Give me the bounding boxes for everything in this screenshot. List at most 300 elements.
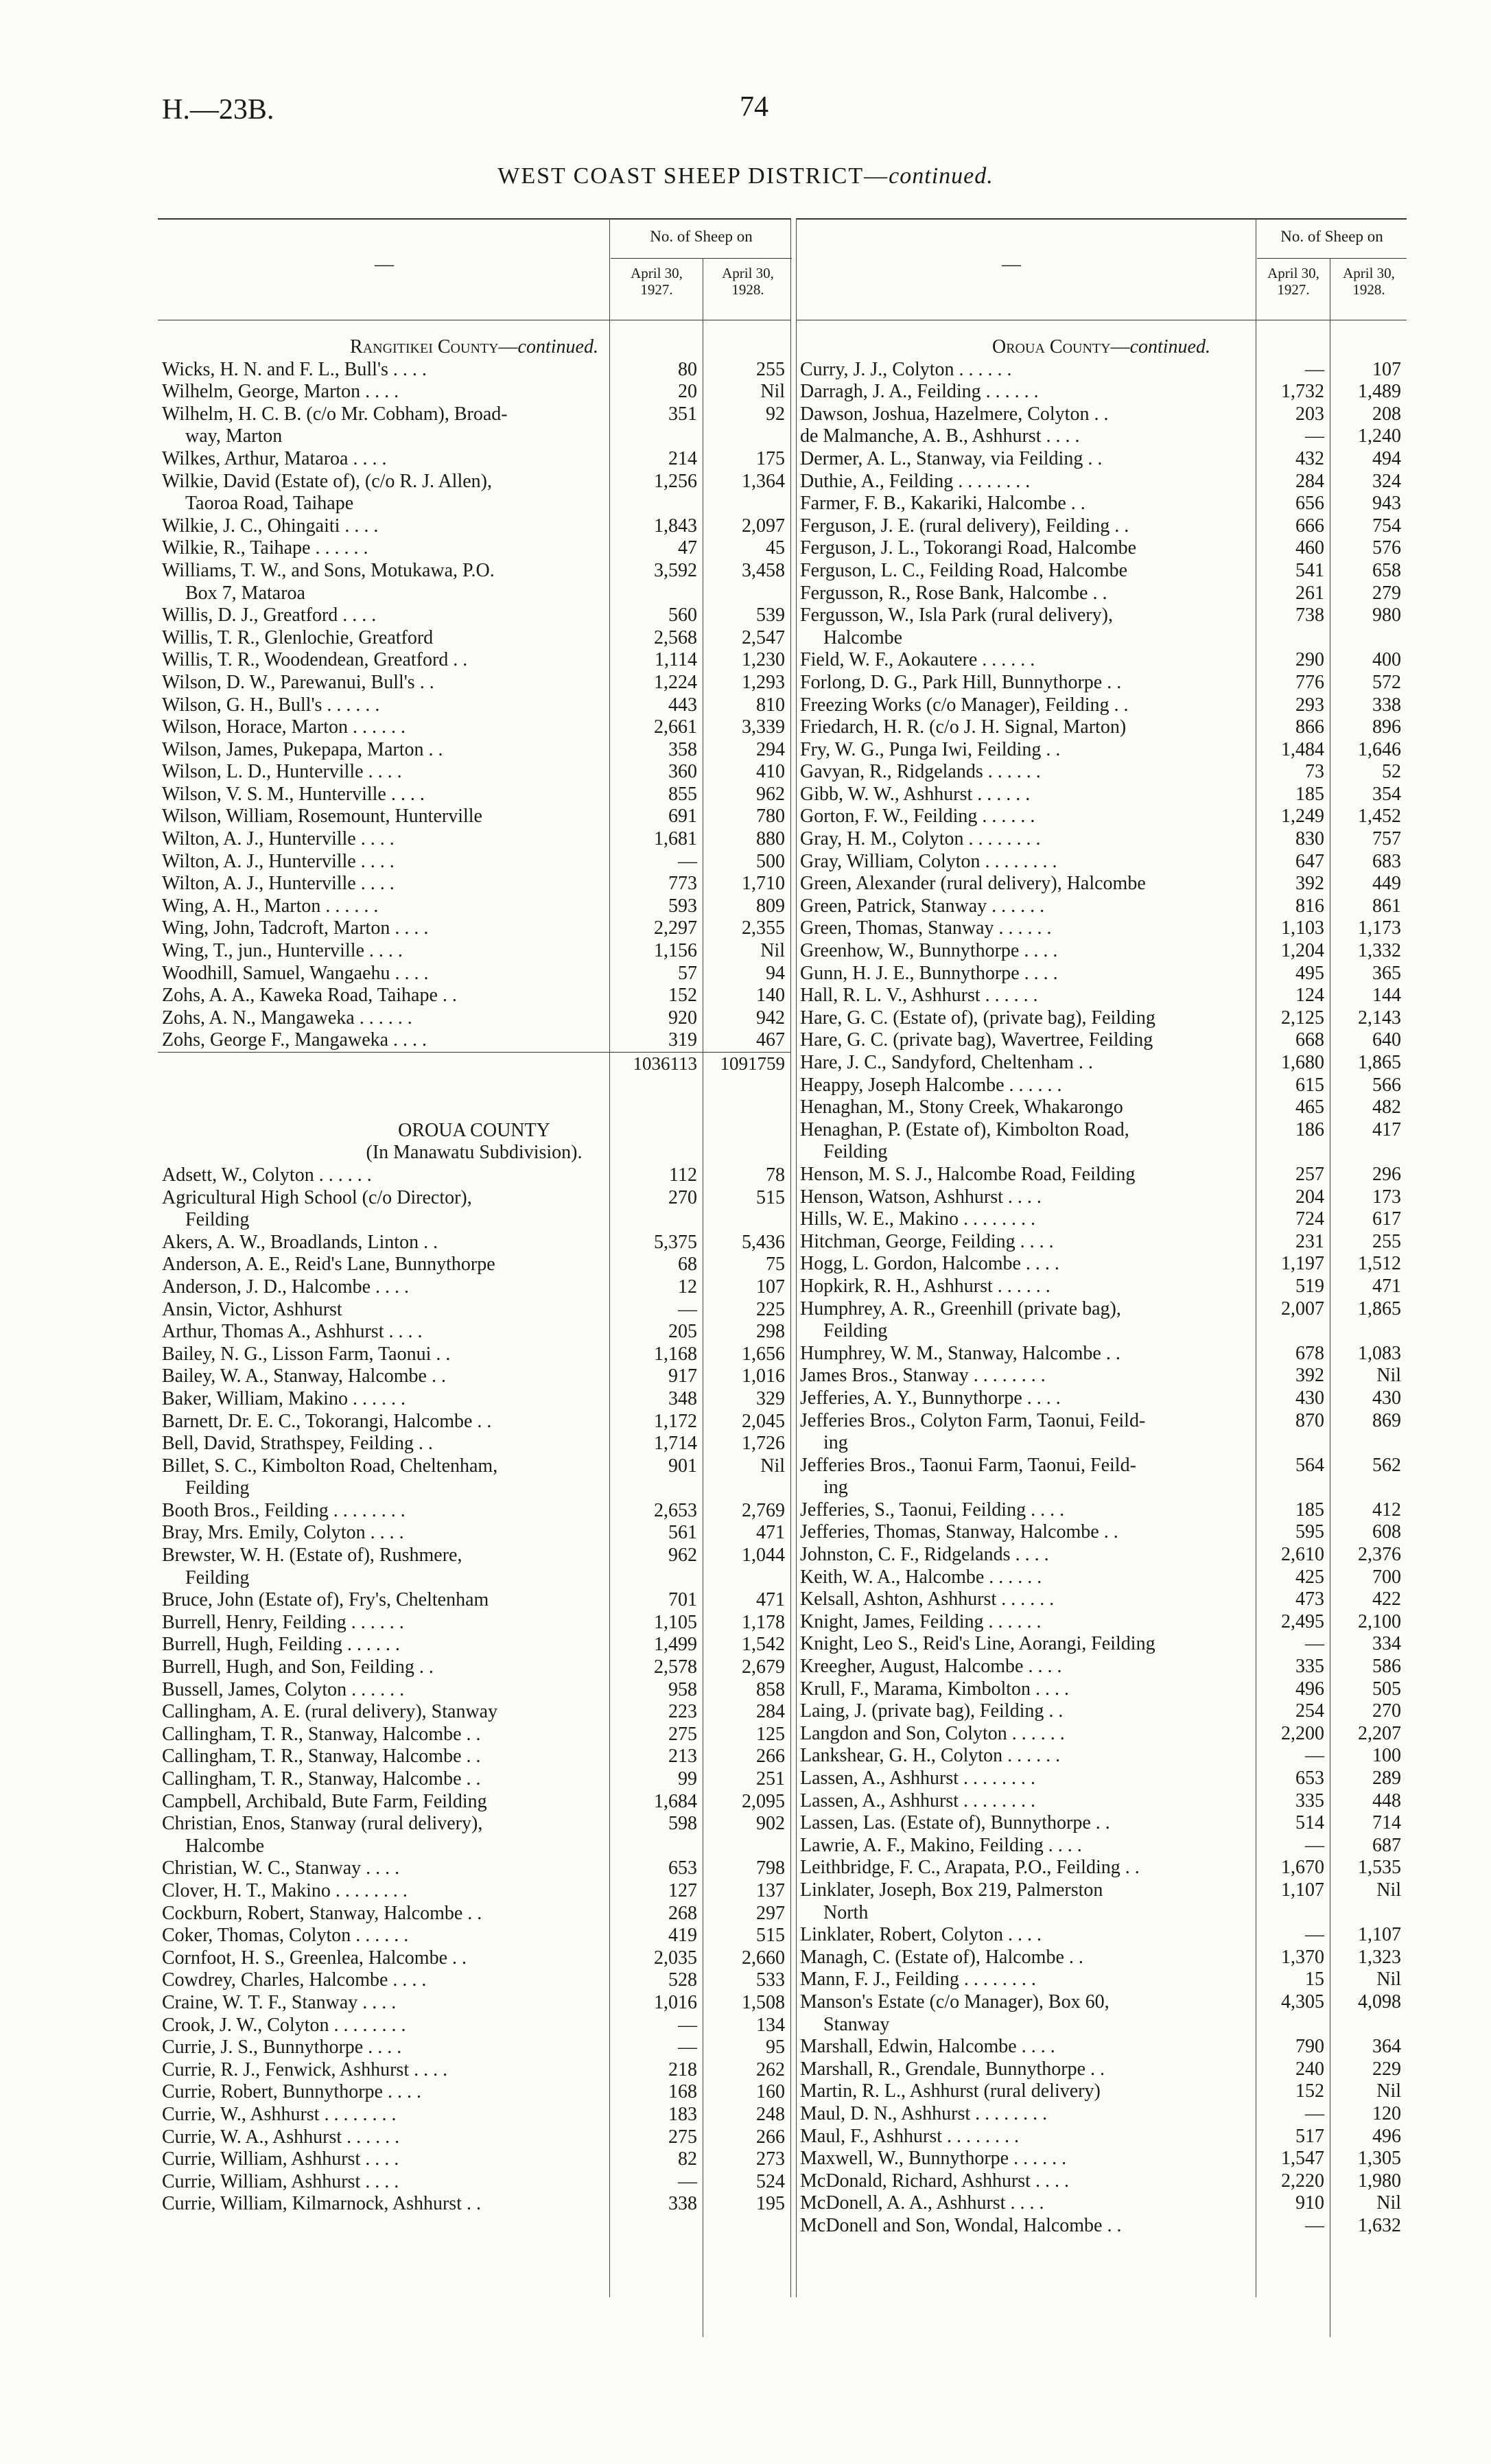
col-1927-line1: April 30, <box>631 265 683 281</box>
table-row <box>158 493 790 515</box>
holder-name: Bussell, James, Colyton . . . . . . <box>162 1678 405 1700</box>
sheep-1927: 430 <box>1295 1387 1324 1409</box>
sheep-1928: 1,726 <box>742 1433 785 1455</box>
table-row <box>158 1411 790 1433</box>
sheep-1928: 1,535 <box>1358 1857 1401 1879</box>
holder-name: Jefferies Bros., Colyton Farm, Taonui, Feild- <box>800 1409 1146 1431</box>
sheep-1928: 430 <box>1372 1387 1401 1409</box>
holder-name: Box 7, Mataroa <box>185 582 305 604</box>
holder-name: Henson, Watson, Ashhurst . . . . <box>800 1186 1042 1208</box>
sheep-1928: Nil <box>1376 2192 1401 2214</box>
sheep-1928: 496 <box>1372 2125 1401 2147</box>
sheep-1928: 757 <box>1372 828 1401 850</box>
sheep-1927: 917 <box>668 1365 697 1387</box>
table-row <box>796 1835 1407 1857</box>
table-row <box>158 2059 790 2082</box>
no-of-sheep-header: No. of Sheep on <box>1280 228 1383 245</box>
sheep-1928: 92 <box>766 403 785 425</box>
sheep-1927: 203 <box>1295 403 1324 425</box>
table-row <box>158 1791 790 1814</box>
sheep-1927: 738 <box>1295 605 1324 626</box>
sheep-1927: 186 <box>1295 1118 1324 1140</box>
sheep-1928: 1,323 <box>1358 1946 1401 1968</box>
sheep-1927: 1,168 <box>654 1343 697 1365</box>
holder-name: Bailey, N. G., Lisson Farm, Taonui . . <box>162 1343 451 1365</box>
holder-name: Stanway <box>823 2013 890 2035</box>
holder-name: Feilding <box>823 1320 888 1342</box>
report-id: H.—23B. <box>162 94 274 126</box>
sheep-1927: 2,007 <box>1281 1298 1324 1319</box>
page-title <box>0 163 1491 189</box>
sheep-1927: 15 <box>1305 1969 1324 1991</box>
holder-name: Ansin, Victor, Ashhurst <box>162 1298 342 1320</box>
holder-name: ing <box>823 1432 848 1454</box>
sheep-1928: 896 <box>1372 716 1401 738</box>
table-row <box>796 1947 1407 1969</box>
title-suffix: continued. <box>889 163 994 189</box>
table-row <box>796 739 1407 762</box>
sheep-1928: 572 <box>1372 671 1401 693</box>
holder-name: Clover, H. T., Makino . . . . . . . . <box>162 1879 408 1901</box>
sheep-1928: 410 <box>756 761 785 783</box>
holder-name: Gavyan, R., Ridgelands . . . . . . <box>800 761 1041 783</box>
holder-name: Williams, T. W., and Sons, Motukawa, P.O. <box>162 559 495 581</box>
sheep-1928: 173 <box>1372 1186 1401 1208</box>
sheep-1928: 289 <box>1372 1768 1401 1789</box>
sheep-1928: 338 <box>1372 694 1401 716</box>
table-row <box>158 359 790 382</box>
sheep-1928: 422 <box>1372 1588 1401 1610</box>
holder-name: Wilson, D. W., Parewanui, Bull's . . <box>162 671 434 693</box>
table-row <box>158 1880 790 1903</box>
rule <box>158 218 790 220</box>
sheep-1927: 213 <box>668 1746 697 1768</box>
holder-name: Hogg, L. Gordon, Halcombe . . . . <box>800 1253 1059 1275</box>
table-row <box>158 425 790 448</box>
holder-name: Friedarch, H. R. (c/o J. H. Signal, Marton) <box>800 716 1127 738</box>
holder-name: Linklater, Joseph, Box 219, Palmerston <box>800 1879 1103 1901</box>
holder-name: Arthur, Thomas A., Ashhurst . . . . <box>162 1321 423 1343</box>
holder-name: Hare, G. C. (private bag), Wavertree, Feilding <box>800 1029 1153 1051</box>
col-1928-line1: April 30, <box>722 265 774 281</box>
sheep-1928: 962 <box>756 783 785 805</box>
sheep-1927: 962 <box>668 1545 697 1567</box>
sheep-1927: 561 <box>668 1522 697 1544</box>
sheep-1928: 2,097 <box>742 515 785 537</box>
sheep-1927: 2,125 <box>1281 1007 1324 1029</box>
holder-name: Brewster, W. H. (Estate of), Rushmere, <box>162 1545 462 1567</box>
holder-name: Halcombe <box>185 1835 265 1857</box>
sheep-1927: 901 <box>668 1455 697 1477</box>
sheep-1927: 432 <box>1295 447 1324 469</box>
table-row <box>158 828 790 851</box>
table-row <box>796 1567 1407 1589</box>
sheep-1927: 351 <box>668 403 697 425</box>
sheep-1928: 75 <box>766 1254 785 1276</box>
sheep-1928: Nil <box>1376 1969 1401 1991</box>
table-row <box>158 448 790 471</box>
sheep-1928: 125 <box>756 1723 785 1745</box>
sheep-1927: 653 <box>1295 1768 1324 1789</box>
sheep-1928: 334 <box>1372 1633 1401 1655</box>
sheep-1928: 255 <box>756 358 785 380</box>
table-row <box>796 1991 1407 2014</box>
holder-name: Halcombe <box>823 626 903 648</box>
col-1927-header <box>611 265 703 298</box>
table-row <box>796 1432 1407 1455</box>
col-1928-header <box>1331 265 1407 298</box>
sheep-1928: 3,339 <box>742 716 785 738</box>
table-row <box>158 672 790 694</box>
sheep-1927: 473 <box>1295 1588 1324 1610</box>
sheep-1927: — <box>1305 1745 1324 1767</box>
sheep-1927: 68 <box>678 1254 697 1276</box>
table-row <box>158 2148 790 2171</box>
holder-name: Krull, F., Marama, Kimbolton . . . . <box>800 1678 1070 1700</box>
holder-name: Wilkie, R., Taihape . . . . . . <box>162 537 368 559</box>
holder-name: (In Manawatu Subdivision). <box>366 1142 583 1164</box>
holder-name: North <box>823 1901 869 1923</box>
sheep-1928: 942 <box>756 1007 785 1029</box>
table-row <box>796 1790 1407 1813</box>
table-row <box>158 1500 790 1523</box>
table-row <box>158 1455 790 1478</box>
sheep-1927: 218 <box>668 2058 697 2080</box>
table-row <box>796 1208 1407 1231</box>
sheep-1927: 1,256 <box>654 470 697 492</box>
table-row <box>796 1723 1407 1746</box>
table-row <box>158 649 790 672</box>
sheep-1927: 920 <box>668 1007 697 1029</box>
holder-name: way, Marton <box>185 425 283 447</box>
sheep-1928: 1,632 <box>1358 2214 1401 2236</box>
sheep-1928: 225 <box>756 1298 785 1320</box>
table-row <box>796 1298 1407 1321</box>
table-row <box>796 1365 1407 1387</box>
table-row <box>158 1477 790 1500</box>
holder-name: Billet, S. C., Kimbolton Road, Cheltenham, <box>162 1455 498 1477</box>
sheep-1928: 2,100 <box>1358 1610 1401 1632</box>
sheep-1927: 496 <box>1295 1678 1324 1700</box>
holder-name: Wilson, Horace, Marton . . . . . . <box>162 716 406 738</box>
holder-name: McDonell, A. A., Ashhurst . . . . <box>800 2192 1044 2214</box>
sheep-1928: Nil <box>1376 1879 1401 1901</box>
holder-name: Green, Thomas, Stanway . . . . . . <box>800 917 1052 939</box>
table-row <box>796 1656 1407 1678</box>
table-row <box>796 359 1407 382</box>
holder-name: Darragh, J. A., Feilding . . . . . . <box>800 381 1039 403</box>
holder-name: Burrell, Hugh, and Son, Feilding . . <box>162 1656 434 1678</box>
holder-name: Heappy, Joseph Halcombe . . . . . . <box>800 1074 1062 1096</box>
sheep-1927: 2,661 <box>654 716 697 738</box>
holder-name: Wilson, James, Pukepapa, Marton . . <box>162 738 443 760</box>
holder-name: Campbell, Archibald, Bute Farm, Feilding <box>162 1790 487 1812</box>
sheep-1927: 2,653 <box>654 1499 697 1521</box>
sheep-1928: 1,865 <box>1358 1052 1401 1073</box>
sheep-1928: 175 <box>756 447 785 469</box>
holder-name: Johnston, C. F., Ridgelands . . . . <box>800 1544 1049 1566</box>
table-row <box>796 1588 1407 1611</box>
holder-name: Zohs, A. N., Mangaweka . . . . . . <box>162 1007 412 1029</box>
holder-name: Knight, Leo S., Reid's Line, Aorangi, Feilding <box>800 1633 1155 1655</box>
table-row <box>158 1545 790 1567</box>
table-row <box>796 2126 1407 2148</box>
sheep-1928: 1,083 <box>1358 1342 1401 1364</box>
table-row <box>796 1857 1407 1879</box>
table-row <box>796 1633 1407 1656</box>
holder-name: Lassen, A., Ashhurst . . . . . . . . <box>800 1768 1035 1789</box>
sheep-1928: 1091759 <box>720 1053 785 1074</box>
sheep-1927: 443 <box>668 694 697 716</box>
table-row <box>158 985 790 1007</box>
sheep-1928: 1,230 <box>742 649 785 671</box>
sheep-1927: 1,204 <box>1281 940 1324 962</box>
table-row <box>158 1344 790 1366</box>
sheep-1927: 2,578 <box>654 1656 697 1678</box>
table-row <box>158 627 790 650</box>
sheep-1928: 2,679 <box>742 1656 785 1678</box>
table-row <box>158 1097 790 1120</box>
sheep-1928: 297 <box>756 1902 785 1924</box>
sheep-1928: 1,305 <box>1358 2148 1401 2170</box>
sheep-1928: 417 <box>1372 1118 1401 1140</box>
sheep-1927: 240 <box>1295 2058 1324 2080</box>
table-row <box>796 1745 1407 1768</box>
sheep-1927: 870 <box>1295 1409 1324 1431</box>
sheep-1927: 204 <box>1295 1186 1324 1208</box>
sheep-1927: 335 <box>1295 1656 1324 1678</box>
holder-name: Mann, F. J., Feilding . . . . . . . . <box>800 1969 1036 1991</box>
sheep-1927: 12 <box>678 1276 697 1298</box>
holder-name: Willis, T. R., Woodendean, Greatford . . <box>162 649 468 671</box>
sheep-1928: 229 <box>1372 2058 1401 2080</box>
holder-name: Wilton, A. J., Hunterville . . . . <box>162 850 395 872</box>
holder-name: Maxwell, W., Bunnythorpe . . . . . . <box>800 2148 1067 2170</box>
sheep-1927: 2,035 <box>654 1947 697 1969</box>
holder-name: Coker, Thomas, Colyton . . . . . . <box>162 1925 409 1947</box>
sheep-1927: 99 <box>678 1768 697 1790</box>
holder-name: Feilding <box>823 1141 888 1163</box>
holder-name: Greenhow, W., Bunnythorpe . . . . <box>800 940 1058 962</box>
holder-name: Wilson, G. H., Bull's . . . . . . <box>162 694 380 716</box>
sheep-1928: 140 <box>756 985 785 1007</box>
table-row <box>796 1096 1407 1119</box>
col-1927-line2: 1927. <box>1277 281 1310 298</box>
sheep-1928: 566 <box>1372 1074 1401 1096</box>
sheep-1928: 107 <box>1372 358 1401 380</box>
sheep-1927: 1,224 <box>654 671 697 693</box>
sheep-1928: 284 <box>756 1701 785 1723</box>
holder-name: Maul, D. N., Ashhurst . . . . . . . . <box>800 2102 1048 2124</box>
sheep-1928: 562 <box>1372 1454 1401 1476</box>
table-row <box>158 1813 790 1835</box>
holder-name: Green, Alexander (rural delivery), Halcombe <box>800 873 1146 895</box>
sheep-1928: 700 <box>1372 1566 1401 1588</box>
sheep-1927: 168 <box>668 2081 697 2103</box>
table-row <box>796 1119 1407 1142</box>
sheep-1927: 3,592 <box>654 559 697 581</box>
sheep-1927: 1,370 <box>1281 1946 1324 1968</box>
sheep-1928: 586 <box>1372 1656 1401 1678</box>
table-row <box>796 1141 1407 1164</box>
sheep-1927: 830 <box>1295 828 1324 850</box>
table-row <box>796 1678 1407 1701</box>
table-row <box>796 425 1407 448</box>
table-row <box>158 515 790 538</box>
table-row <box>796 1186 1407 1209</box>
holder-name: Currie, J. S., Bunnythorpe . . . . <box>162 2037 402 2058</box>
holder-name: Christian, W. C., Stanway . . . . <box>162 1857 400 1879</box>
holder-name: Currie, William, Ashhurst . . . . <box>162 2170 399 2192</box>
table-row <box>158 1254 790 1276</box>
holder-name: Kreegher, August, Halcombe . . . . <box>800 1656 1062 1678</box>
holder-name: Wing, T., jun., Hunterville . . . . <box>162 940 403 962</box>
holder-name: Barnett, Dr. E. C., Tokorangi, Halcombe . . <box>162 1410 492 1432</box>
holder-name: Jefferies, A. Y., Bunnythorpe . . . . <box>800 1387 1061 1409</box>
table-row <box>158 761 790 784</box>
sheep-1927: — <box>1305 2102 1324 2124</box>
sheep-1927: 80 <box>678 358 697 380</box>
sheep-1928: 687 <box>1372 1834 1401 1856</box>
holder-name: Hare, G. C. (Estate of), (private bag), Feilding <box>800 1007 1155 1029</box>
sheep-1928: 160 <box>756 2081 785 2103</box>
sheep-1928: 471 <box>1372 1275 1401 1297</box>
table-row <box>158 471 790 493</box>
table-row <box>796 1499 1407 1522</box>
sheep-1927: 816 <box>1295 895 1324 917</box>
sheep-1928: 100 <box>1372 1745 1401 1767</box>
holder-name: Cornfoot, H. S., Greenlea, Halcombe . . <box>162 1947 467 1969</box>
total-row <box>158 1052 790 1075</box>
rule <box>796 218 1407 220</box>
sheep-1927: 1,103 <box>1281 917 1324 939</box>
table-row <box>158 1612 790 1634</box>
sheep-1928: Nil <box>760 381 785 403</box>
sheep-1927: 358 <box>668 738 697 760</box>
holder-name: Oroua County—continued. <box>992 336 1210 357</box>
sheep-1928: 1,710 <box>742 873 785 895</box>
holder-name: Booth Bros., Feilding . . . . . . . . <box>162 1499 406 1521</box>
sheep-1927: 275 <box>668 2126 697 2148</box>
sheep-1928: 500 <box>756 850 785 872</box>
table-row <box>158 1075 790 1098</box>
holder-name: Callingham, T. R., Stanway, Halcombe . . <box>162 1746 481 1768</box>
sheep-1927: 678 <box>1295 1342 1324 1364</box>
table-row <box>158 2193 790 2216</box>
holder-name: McDonald, Richard, Ashhurst . . . . <box>800 2170 1069 2192</box>
table-row <box>796 761 1407 784</box>
sheep-1927: — <box>678 2014 697 2036</box>
table-row <box>796 2148 1407 2170</box>
sheep-1927: — <box>678 1298 697 1320</box>
holder-name: Wilton, A. J., Hunterville . . . . <box>162 828 395 850</box>
sheep-1928: 95 <box>766 2037 785 2058</box>
sheep-1928: 1,178 <box>742 1611 785 1633</box>
holder-name: de Malmanche, A. B., Ashhurst . . . . <box>800 425 1080 447</box>
col-1928-line1: April 30, <box>1343 265 1395 281</box>
sheep-1928: 1,980 <box>1358 2170 1401 2192</box>
sheep-1927: 593 <box>668 895 697 917</box>
sheep-1927: 560 <box>668 605 697 626</box>
holder-name: Knight, James, Feilding . . . . . . <box>800 1610 1042 1632</box>
sheep-1927: 790 <box>1295 2036 1324 2058</box>
sheep-1928: 52 <box>1382 761 1401 783</box>
sheep-1927: 57 <box>678 962 697 984</box>
holder-name: Ferguson, L. C., Feilding Road, Halcombe <box>800 559 1127 581</box>
sheep-1927: — <box>1305 1633 1324 1655</box>
col-1927-header <box>1257 265 1330 298</box>
holder-name: Managh, C. (Estate of), Halcombe . . <box>800 1946 1083 1968</box>
sheep-1928: 494 <box>1372 447 1401 469</box>
holder-name: Currie, William, Ashhurst . . . . <box>162 2148 399 2170</box>
sheep-1928: 1,364 <box>742 470 785 492</box>
holder-name: Langdon and Son, Colyton . . . . . . <box>800 1722 1065 1744</box>
table-row <box>158 940 790 963</box>
sheep-1928: 902 <box>756 1813 785 1835</box>
table-row <box>796 1924 1407 1947</box>
sheep-1927: — <box>678 2037 697 2058</box>
table-row <box>796 1410 1407 1433</box>
sheep-1927: 257 <box>1295 1163 1324 1185</box>
sheep-1927: 514 <box>1295 1812 1324 1834</box>
table-row <box>158 403 790 426</box>
holder-name: Taoroa Road, Taihape <box>185 493 354 515</box>
sheep-1927: 293 <box>1295 694 1324 716</box>
sheep-1928: 2,547 <box>742 626 785 648</box>
holder-name: Duthie, A., Feilding . . . . . . . . <box>800 470 1031 492</box>
sheep-1927: 598 <box>668 1813 697 1835</box>
sheep-1927: 1,714 <box>654 1433 697 1455</box>
holder-name: Curry, J. J., Colyton . . . . . . <box>800 358 1012 380</box>
table-row <box>158 1969 790 1992</box>
sheep-1927: 205 <box>668 1321 697 1343</box>
table-row <box>796 1029 1407 1052</box>
table-row <box>796 1387 1407 1410</box>
holder-name: Gray, H. M., Colyton . . . . . . . . <box>800 828 1041 850</box>
sheep-1927: 1,680 <box>1281 1052 1324 1073</box>
table-row <box>158 739 790 762</box>
sheep-1927: 1036113 <box>633 1053 697 1074</box>
table-row <box>796 627 1407 650</box>
holder-name: Gray, William, Colyton . . . . . . . . <box>800 850 1057 872</box>
table-row <box>796 1164 1407 1186</box>
sheep-1927: 1,156 <box>654 940 697 962</box>
sheep-1928: 266 <box>756 1746 785 1768</box>
sheep-1928: 1,508 <box>742 1991 785 2013</box>
sheep-1928: 482 <box>1372 1096 1401 1118</box>
sheep-1928: 251 <box>756 1768 785 1790</box>
holder-name: Henson, M. S. J., Halcombe Road, Feilding <box>800 1163 1136 1185</box>
table-row <box>158 1232 790 1254</box>
sheep-1927: 460 <box>1295 537 1324 559</box>
sheep-1927: 1,107 <box>1281 1879 1324 1901</box>
sheep-1928: 608 <box>1372 1521 1401 1543</box>
table-row <box>796 560 1407 583</box>
table-row <box>158 1388 790 1411</box>
sheep-1928: 262 <box>756 2058 785 2080</box>
table-row <box>796 537 1407 560</box>
table-row <box>796 851 1407 873</box>
table-row <box>796 1052 1407 1075</box>
holder-name: Currie, W., Ashhurst . . . . . . . . <box>162 2103 397 2125</box>
sheep-1927: 1,681 <box>654 828 697 850</box>
table-row <box>158 381 790 403</box>
holder-name: Feilding <box>185 1567 250 1588</box>
holder-name: Forlong, D. G., Park Hill, Bunnythorpe . . <box>800 671 1122 693</box>
sheep-1928: 640 <box>1372 1029 1401 1051</box>
sheep-1927: 564 <box>1295 1454 1324 1476</box>
sheep-1928: 195 <box>756 2193 785 2215</box>
